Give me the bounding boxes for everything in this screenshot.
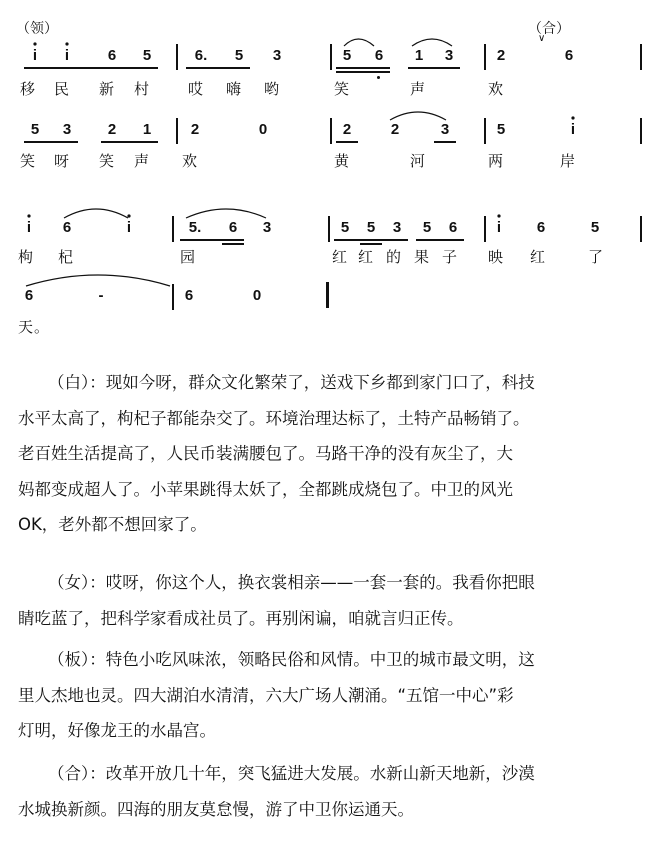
lyric: 欢 xyxy=(182,152,199,170)
text-line: 灯明，好像龙王的水晶宫。 xyxy=(18,721,216,741)
note: 5 xyxy=(422,219,432,236)
lyric: 声 xyxy=(410,80,427,98)
note: 5 xyxy=(590,219,600,236)
note: 3 xyxy=(62,121,72,138)
lyric: 河 xyxy=(410,152,427,170)
note: 2 xyxy=(190,121,200,138)
high-octave-dot xyxy=(497,214,500,217)
note: 5 xyxy=(30,121,40,138)
paragraph-nv xyxy=(18,565,650,636)
note: 6 xyxy=(374,47,384,64)
text-line: （白）：现如今呀，群众文化繁荣了，送戏下乡都到家门口了，科技 xyxy=(48,373,535,392)
slur xyxy=(412,39,452,46)
slur xyxy=(26,275,170,286)
slur xyxy=(390,112,446,120)
paragraph-bai xyxy=(18,365,650,543)
slur xyxy=(64,209,128,218)
lyric: 红 xyxy=(332,248,349,266)
lyric: 红 xyxy=(530,248,547,266)
note: 6 xyxy=(228,219,238,236)
note: 6 xyxy=(564,47,574,64)
note: 0 xyxy=(252,287,262,304)
lyric: 笑 xyxy=(334,80,351,98)
note: i xyxy=(496,219,502,236)
note: 6 xyxy=(448,219,458,236)
note: 6 xyxy=(62,219,72,236)
note: 5 xyxy=(342,47,352,64)
breath-mark: ∨ xyxy=(538,33,546,44)
lyric: 的 xyxy=(386,248,403,266)
note: 3 xyxy=(272,47,282,64)
text-line: （合）：改革开放几十年，突飞猛进大发展。水新山新天地新，沙漠 xyxy=(48,764,535,783)
note: i xyxy=(64,47,70,64)
note: - xyxy=(98,287,104,304)
text-line: （板）：特色小吃风味浓，领略民俗和风情。中卫的城市最文明，这 xyxy=(48,650,535,669)
lyric: 新 xyxy=(99,80,116,98)
lyric: 村 xyxy=(134,80,151,98)
lyric: 移 xyxy=(20,80,37,98)
text-line: 老百姓生活提高了，人民币装满腰包了。马路干净的没有灰尘了，大 xyxy=(18,444,513,464)
note: 2 xyxy=(496,47,506,64)
chorus-voice-mark: （合） xyxy=(528,20,570,36)
note: 5 xyxy=(234,47,244,64)
note: i xyxy=(126,219,132,236)
lyric: 笑 xyxy=(20,152,37,170)
text-line: 水平太高了，枸杞子都能杂交了。环境治理达标了，土特产品畅销了。 xyxy=(18,408,530,428)
note: 5 xyxy=(496,121,506,138)
lyric: 杞 xyxy=(58,248,75,266)
note: 5 xyxy=(142,47,152,64)
lyric: 欢 xyxy=(488,80,505,98)
note: 6 xyxy=(184,287,194,304)
lyric: 黄 xyxy=(334,152,351,170)
note: 1 xyxy=(142,121,152,138)
high-octave-dot xyxy=(571,116,574,119)
lyric: 哟 xyxy=(264,80,281,98)
lyric: 子 xyxy=(442,248,459,266)
note: i xyxy=(26,219,32,236)
lyric: 民 xyxy=(54,80,71,98)
note: 2 xyxy=(342,121,352,138)
text-line: （女）：哎呀，你这个人，换衣裳相亲——一套一套的。我看你把眼 xyxy=(48,573,535,592)
note: 3 xyxy=(440,121,450,138)
note: 6 xyxy=(536,219,546,236)
text-line: 水城换新颜。四海的朋友莫怠慢，游了中卫你运通天。 xyxy=(18,799,414,819)
note: 2 xyxy=(390,121,400,138)
lyric: 岸 xyxy=(560,152,577,170)
note: 5 xyxy=(340,219,350,236)
note: 3 xyxy=(262,219,272,236)
paragraph-he xyxy=(18,756,650,827)
note: 1 xyxy=(414,47,424,64)
high-octave-dot xyxy=(33,42,36,45)
note: 2 xyxy=(107,121,117,138)
lyric: 映 xyxy=(488,248,505,266)
lyric: 声 xyxy=(134,152,151,170)
lead-voice-mark: （领） xyxy=(16,20,58,36)
high-octave-dot xyxy=(127,214,130,217)
text-line: 里人杰地也灵。四大湖泊水清清，六大广场人潮涌。“五馆一中心”彩 xyxy=(18,685,514,705)
note: i xyxy=(32,47,38,64)
lyric: 嗨 xyxy=(226,80,243,98)
high-octave-dot xyxy=(27,214,30,217)
slur xyxy=(344,39,374,46)
note: 5 xyxy=(366,219,376,236)
text-line: 睛吃蓝了，把科学家看成社员了。再别闲谝，咱就言归正传。 xyxy=(18,608,464,628)
lyric: 哎 xyxy=(188,80,205,98)
slur xyxy=(186,209,266,218)
lyric: 园 xyxy=(180,248,197,266)
lyric: 两 xyxy=(488,152,505,170)
text-line: OK，老外都不想回家了。 xyxy=(18,515,207,535)
note: 5. xyxy=(188,219,202,236)
note: 0 xyxy=(258,121,268,138)
note: 3 xyxy=(444,47,454,64)
note: 6 xyxy=(24,287,34,304)
lyric: 了 xyxy=(588,248,605,266)
note: 3 xyxy=(392,219,402,236)
text-line: 妈都变成超人了。小苹果跳得太妖了，全都跳成烧包了。中卫的风光 xyxy=(18,479,513,499)
slur-marks xyxy=(0,0,665,320)
lyric: 果 xyxy=(414,248,431,266)
lyric: 呀 xyxy=(54,152,71,170)
note: i xyxy=(570,121,576,138)
lyric: 枸 xyxy=(18,248,35,266)
high-octave-dot xyxy=(65,42,68,45)
lyric: 天。 xyxy=(18,318,51,336)
note: 6. xyxy=(194,47,208,64)
note: 6 xyxy=(107,47,117,64)
paragraph-ban xyxy=(18,642,650,749)
lyric: 笑 xyxy=(99,152,116,170)
lyric: 红 xyxy=(358,248,375,266)
